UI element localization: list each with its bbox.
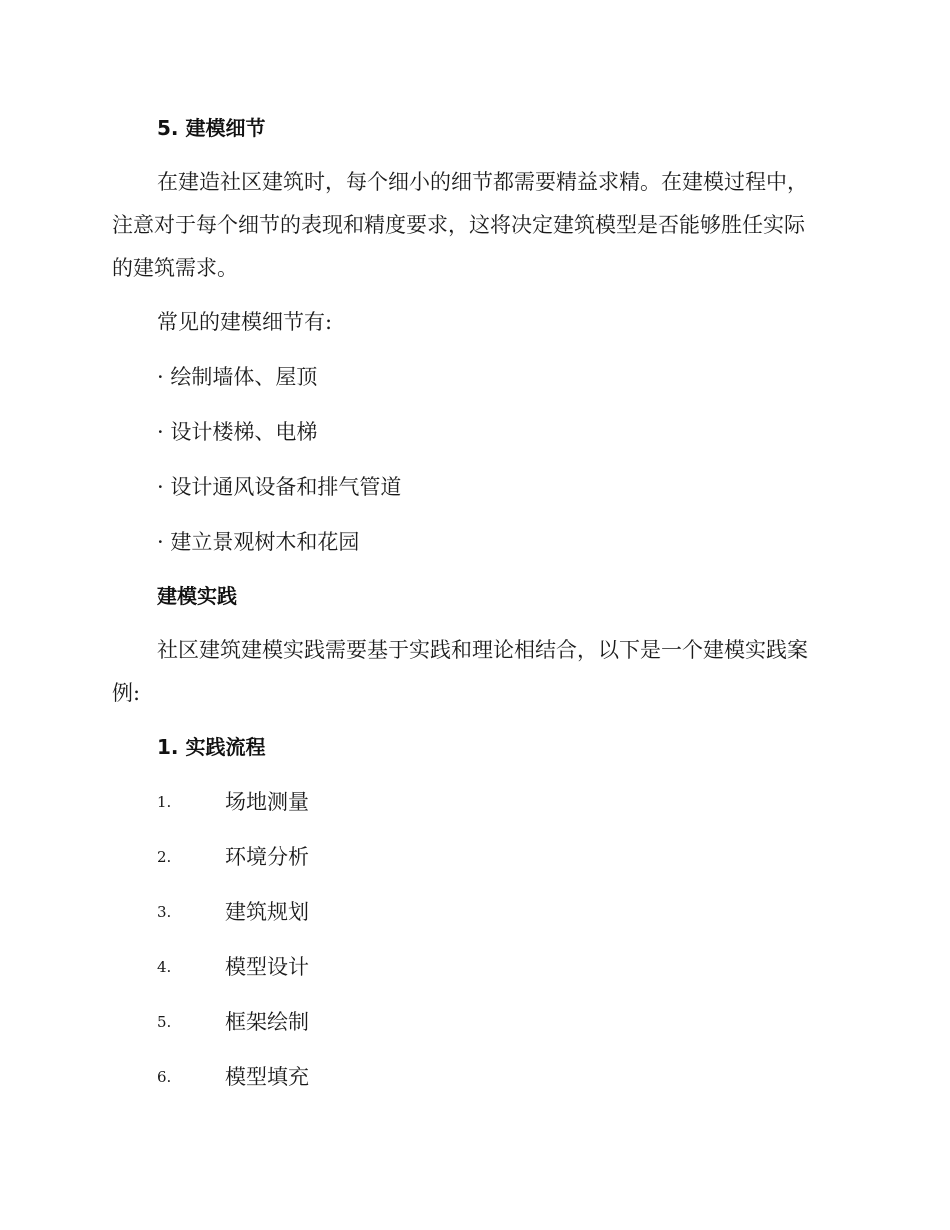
step-text: 场地测量 xyxy=(225,790,309,814)
step-text: 框架绘制 xyxy=(225,1010,309,1034)
step-text: 建筑规划 xyxy=(225,900,309,924)
step-number: 4. xyxy=(157,958,172,976)
bullet-item: · 设计通风设备和排气管道 xyxy=(157,475,402,499)
step-number: 1. xyxy=(157,793,172,811)
section-heading: 建模实践 xyxy=(157,584,237,608)
step-text: 环境分析 xyxy=(225,845,309,869)
step-number: 5. xyxy=(157,1013,172,1031)
paragraph-line: 注意对于每个细节的表现和精度要求，这将决定建筑模型是否能够胜任实际 xyxy=(112,213,805,237)
paragraph-line: 例: xyxy=(112,681,141,705)
paragraph-line: 的建筑需求。 xyxy=(112,256,238,280)
bullet-item: · 设计楼梯、电梯 xyxy=(157,420,318,444)
sub-heading: 1. 实践流程 xyxy=(157,735,266,759)
step-number: 2. xyxy=(157,848,172,866)
step-text: 模型设计 xyxy=(225,955,309,979)
paragraph-line: 在建造社区建筑时，每个细小的细节都需要精益求精。在建模过程中， xyxy=(157,170,808,194)
step-number: 3. xyxy=(157,903,172,921)
list-intro: 常见的建模细节有: xyxy=(157,310,333,334)
paragraph-line: 社区建筑建模实践需要基于实践和理论相结合，以下是一个建模实践案 xyxy=(157,638,808,662)
step-text: 模型填充 xyxy=(225,1065,309,1089)
step-number: 6. xyxy=(157,1068,172,1086)
bullet-item: · 绘制墙体、屋顶 xyxy=(157,365,318,389)
bullet-item: · 建立景观树木和花园 xyxy=(157,530,360,554)
section-heading: 5. 建模细节 xyxy=(157,116,266,140)
